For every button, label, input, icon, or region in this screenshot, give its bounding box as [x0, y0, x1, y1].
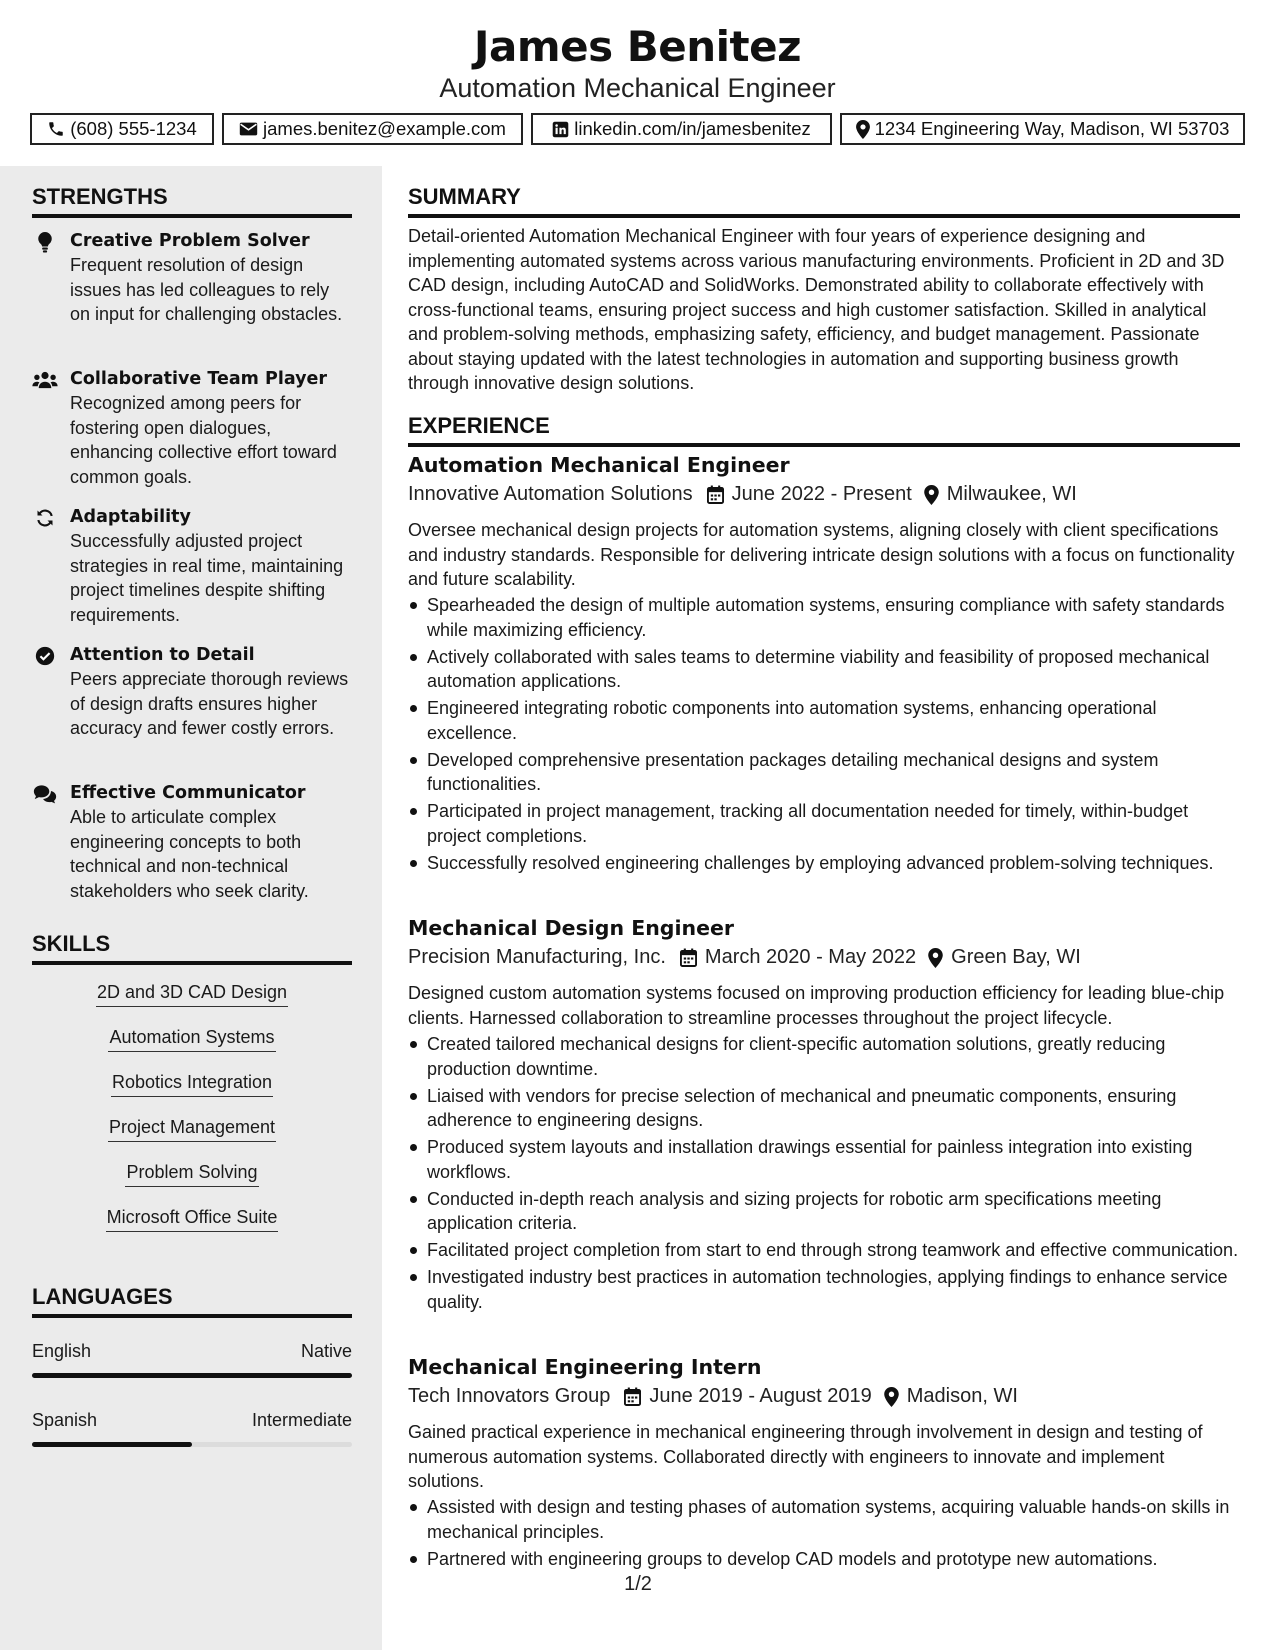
- calendar-icon: [707, 485, 724, 504]
- skill-label: Project Management: [108, 1114, 276, 1142]
- list-item: Investigated industry best practices in automation technologies, applying findings to enhance service quality.: [408, 1265, 1240, 1314]
- contact-email-text: james.benitez@example.com: [263, 118, 506, 139]
- skill-label: 2D and 3D CAD Design: [96, 979, 288, 1007]
- skill-item: [32, 1024, 352, 1052]
- job-company: Innovative Automation Solutions: [408, 483, 693, 505]
- job-location: Milwaukee, WI: [946, 483, 1077, 505]
- list-item: Partnered with engineering groups to develop CAD models and prototype new automations.: [408, 1547, 1240, 1572]
- language-item: [32, 1408, 352, 1447]
- calendar-icon: [624, 1387, 641, 1406]
- strength-description: Successfully adjusted project strategies in real time, maintaining project timelines despite shifting requirements.: [70, 531, 344, 625]
- strength-title: Effective Communicator: [70, 783, 306, 803]
- job-bullets: [408, 1032, 1240, 1317]
- skill-item: [32, 1114, 352, 1142]
- strength-item: [32, 643, 352, 741]
- strength-title: Creative Problem Solver: [70, 231, 310, 251]
- job-company: Tech Innovators Group: [408, 1385, 611, 1407]
- job-meta: [408, 946, 1081, 969]
- contact-phone-text: (608) 555-1234: [70, 118, 197, 139]
- list-item: Conducted in-depth reach analysis and sizing projects for robotic arm specifications meeting application criteria.: [408, 1187, 1240, 1236]
- contact-linkedin-text: linkedin.com/in/jamesbenitez: [574, 118, 811, 139]
- contact-email[interactable]: [222, 113, 523, 145]
- skill-label: Robotics Integration: [111, 1069, 273, 1097]
- job-meta: [408, 483, 1077, 506]
- list-item: Created tailored mechanical designs for client-specific automation solutions, greatly reducing production downtime.: [408, 1032, 1240, 1081]
- envelope-icon: [239, 121, 258, 137]
- job-dates: June 2022 - Present: [731, 483, 912, 505]
- language-proficiency-bar: [32, 1373, 352, 1378]
- list-item: Liaised with vendors for precise selection of mechanical and pneumatic components, ensuring adherence to engineering designs.: [408, 1084, 1240, 1133]
- language-proficiency-bar: [32, 1442, 352, 1447]
- skill-item: [32, 1204, 352, 1232]
- strength-item: [32, 505, 352, 627]
- list-item: Engineered integrating robotic components into automation systems, enhancing operational excellence.: [408, 696, 1240, 745]
- linkedin-icon: [552, 121, 569, 138]
- strength-item: [32, 781, 352, 903]
- lightbulb-icon: [32, 231, 58, 253]
- strength-description: Peers appreciate thorough reviews of design drafts ensures higher accuracy and fewer costly errors.: [70, 669, 349, 738]
- job-bullets: [408, 1495, 1240, 1574]
- job-dates: June 2019 - August 2019: [649, 1385, 872, 1407]
- skill-item: [32, 1069, 352, 1097]
- job-description: Oversee mechanical design projects for automation systems, aligning closely with client specifications and industry standards. Responsible for delivering intricate design solutions with a focus on functionality and future scalability.: [408, 520, 1235, 589]
- comments-icon: [32, 783, 58, 805]
- experience-heading: EXPERIENCE: [408, 413, 1240, 447]
- contact-linkedin[interactable]: [531, 113, 832, 145]
- list-item: Successfully resolved engineering challenges by employing advanced problem-solving techniques.: [408, 851, 1240, 876]
- list-item: Produced system layouts and installation drawings essential for painless integration into existing workflows.: [408, 1135, 1240, 1184]
- page-number: 1/2: [624, 1573, 652, 1595]
- list-item: Facilitated project completion from start to end through strong teamwork and effective communication.: [408, 1238, 1240, 1263]
- skill-label: Microsoft Office Suite: [106, 1204, 279, 1232]
- language-name: English: [32, 1341, 92, 1361]
- strength-description: Recognized among peers for fostering open dialogues, enhancing collective effort toward common goals.: [70, 393, 337, 487]
- sync-icon: [32, 507, 58, 529]
- strength-description: Able to articulate complex engineering concepts to both technical and non-technical stakeholders who seek clarity.: [70, 807, 309, 901]
- map-marker-icon: [884, 1387, 899, 1407]
- list-item: Assisted with design and testing phases of automation systems, acquiring valuable hands-on skills in mechanical principles.: [408, 1495, 1240, 1544]
- language-name: Spanish: [32, 1410, 98, 1430]
- job-location: Green Bay, WI: [951, 946, 1081, 968]
- language-level: Intermediate: [251, 1410, 352, 1430]
- summary-text: Detail-oriented Automation Mechanical Engineer with four years of experience designing and implementing automated systems across various manufacturing environments. Proficient in 2D and 3D CAD design, including AutoCAD and SolidWorks. Demonstrated ability to collaborate effectively with cross-functional teams, ensuring project success and high customer satisfaction. Skilled in analytical and problem-solving methods, emphasizing safety, efficiency, and budget management. Passionate about staying updated with the latest technologies in automation and supporting business growth through innovative design solutions.: [408, 226, 1225, 393]
- job-title: Mechanical Engineering Intern: [408, 1355, 762, 1379]
- list-item: Participated in project management, tracking all documentation needed for timely, within-budget project completions.: [408, 799, 1240, 848]
- strength-item: [32, 367, 352, 489]
- strength-title: Collaborative Team Player: [70, 369, 328, 389]
- users-icon: [32, 369, 58, 391]
- job-dates: March 2020 - May 2022: [704, 946, 917, 968]
- job-description: Designed custom automation systems focused on improving production efficiency for leading blue-chip clients. Harnessed collaboration to streamline processes throughout the project lifecycle.: [408, 983, 1225, 1028]
- map-marker-icon: [856, 120, 870, 139]
- skill-item: [32, 1159, 352, 1187]
- job-location: Madison, WI: [906, 1385, 1018, 1407]
- skill-label: Problem Solving: [125, 1159, 258, 1187]
- strengths-heading: STRENGTHS: [32, 184, 352, 218]
- skill-item: [32, 979, 352, 1007]
- skills-heading: SKILLS: [32, 931, 352, 965]
- job-title: Automation Mechanical Engineer: [408, 453, 790, 477]
- languages-heading: LANGUAGES: [32, 1284, 352, 1318]
- map-marker-icon: [928, 948, 943, 968]
- strength-title: Adaptability: [70, 507, 191, 527]
- contact-phone[interactable]: [30, 113, 214, 145]
- contact-address-text: 1234 Engineering Way, Madison, WI 53703: [874, 118, 1230, 139]
- check-circle-icon: [32, 645, 58, 667]
- job-description: Gained practical experience in mechanical engineering through involvement in design and testing of numerous automation systems. Collaborated directly with engineers to innovate and implement solutions.: [408, 1422, 1203, 1491]
- candidate-title: Automation Mechanical Engineer: [439, 73, 836, 103]
- job-company: Precision Manufacturing, Inc.: [408, 946, 666, 968]
- list-item: Developed comprehensive presentation packages detailing mechanical designs and system functionalities.: [408, 748, 1240, 797]
- language-item: [32, 1339, 352, 1378]
- map-marker-icon: [924, 485, 939, 505]
- job-meta: [408, 1385, 1018, 1408]
- language-proficiency-fill: [32, 1373, 352, 1378]
- contact-address[interactable]: [840, 113, 1245, 145]
- phone-icon: [47, 120, 65, 138]
- language-proficiency-fill: [32, 1442, 192, 1447]
- language-level: Native: [300, 1341, 352, 1361]
- summary-heading: SUMMARY: [408, 184, 1240, 218]
- job-title: Mechanical Design Engineer: [408, 916, 735, 940]
- list-item: Spearheaded the design of multiple automation systems, ensuring compliance with safety standards while maximizing efficiency.: [408, 593, 1240, 642]
- skill-label: Automation Systems: [108, 1024, 275, 1052]
- job-bullets: [408, 593, 1240, 878]
- strength-title: Attention to Detail: [70, 645, 255, 665]
- strength-item: [32, 229, 352, 327]
- list-item: Actively collaborated with sales teams to determine viability and feasibility of proposed mechanical automation applications.: [408, 645, 1240, 694]
- calendar-icon: [680, 948, 697, 967]
- strength-description: Frequent resolution of design issues has led colleagues to rely on input for challenging obstacles.: [70, 255, 343, 324]
- candidate-name: James Benitez: [473, 22, 802, 71]
